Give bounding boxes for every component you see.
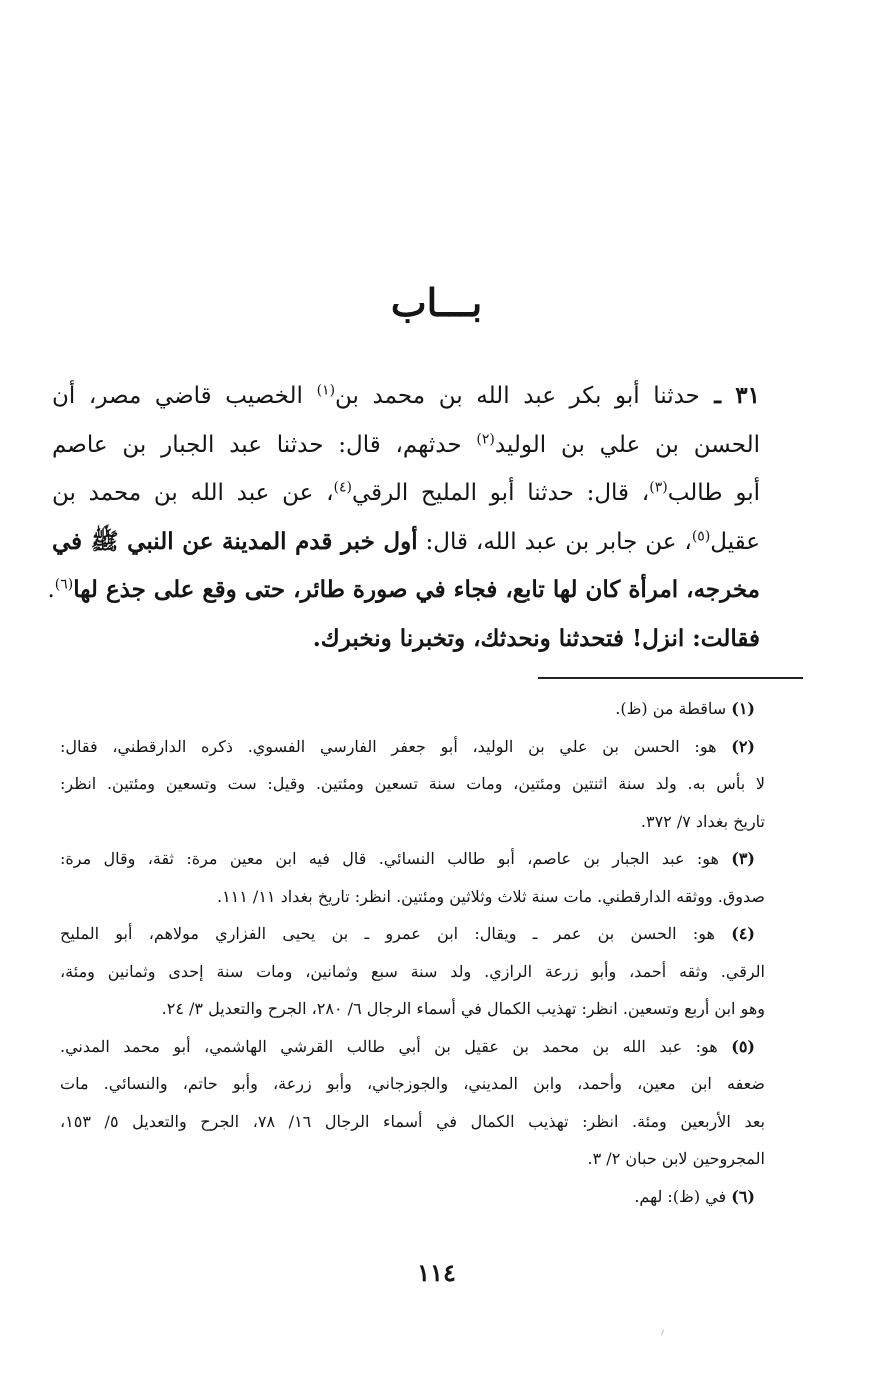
hadith-matn: أول خبر قدم المدينة عن النبي ﷺ في (52, 527, 418, 555)
footnote-text: ساقطة من (ظ). (615, 699, 727, 718)
footnote (60, 690, 765, 728)
footnote-text: هو: الحسن بن عمر ـ ويقال: ابن عمرو ـ بن يحيى الفزاري مولاهم، أبو المليح (60, 924, 715, 943)
footnote-text: تاريخ بغداد ٧/ ٣٧٢. (640, 811, 765, 831)
footnote-ref: (٤) (333, 479, 352, 496)
hadith-line (52, 372, 760, 421)
chapter-title: بـــاب (390, 280, 483, 325)
footnote-text: هو: عبد الله بن محمد بن عقيل بن أبي طالب القرشي الهاشمي، أبو محمد المدني. (60, 1036, 718, 1056)
scan-speck (661, 1329, 667, 1336)
footnote (60, 1178, 765, 1216)
hadith-isnad: ، عن جابر بن عبد الله، قال: (417, 528, 692, 555)
hadith-isnad: الحسن بن علي بن الوليد (494, 431, 760, 458)
hadith-line (52, 421, 760, 470)
hadith-isnad: الخصيب قاضي مصر، أن (52, 383, 317, 409)
hadith-line (47, 566, 760, 615)
footnote-text: في (ظ): لهم. (634, 1186, 727, 1206)
footnote-text: الرقي. وثقه أحمد، وأبو زرعة الرازي. ولد سنة سبع وثمانين، ومات سنة إحدى وثمانين ومئة، (60, 961, 765, 981)
footnote-label: (٦) (731, 1186, 755, 1206)
footnote-line (60, 1028, 765, 1066)
footnote-text: ضعفه ابن معين، وأحمد، وابن المديني، والجوزجاني، وأبو زرعة، وأبو حاتم، والنسائي. مات (60, 1074, 765, 1093)
footnote-label: (٥) (731, 1036, 755, 1056)
footnote-text: وهو ابن أربع وتسعين. انظر: تهذيب الكمال في أسماء الرجال ٦/ ٢٨٠، الجرح والتعديل ٣/ ٢٤. (161, 999, 765, 1018)
hadith-line (52, 615, 760, 664)
footnote-line (60, 1178, 765, 1216)
footnote-ref: (٣) (649, 479, 668, 496)
hadith-text (47, 372, 761, 663)
footnote-label: (٢) (731, 736, 755, 756)
hadith-matn: فقالت: انزل! فتحدثنا ونحدثك، وتخبرنا ونخبرك. (312, 624, 760, 652)
footnote-line (60, 840, 765, 878)
hadith-isnad: . (47, 577, 55, 603)
footnote-text: صدوق. ووثقه الدارقطني. مات سنة ثلاث وثلاثين ومئتين. انظر: تاريخ بغداد ١١/ ١١١. (216, 886, 765, 906)
hadith-matn: مخرجه، امرأة كان لها تابع، فجاء في صورة طائر، حتى وقع على جذع لها (73, 576, 760, 603)
footnote-text: هو: الحسن بن علي بن الوليد، أبو جعفر الفارسي الفسوي. ذكره الدارقطني، فقال: (60, 736, 717, 756)
hadith-isnad: حدثهم، قال: حدثنا عبد الجبار بن عاصم (52, 431, 477, 458)
footnote-text: لا بأس به. ولد سنة اثنتين ومئتين، ومات سنة تسعين ومئتين. وقيل: ست وتسعين ومئتين. انظر: (60, 774, 765, 793)
footnotes (60, 690, 765, 1215)
footnote (60, 1028, 765, 1178)
hadith-isnad: ، قال: حدثنا أبو المليح الرقي (351, 480, 650, 506)
footnote-line (60, 953, 765, 991)
footnote-line (60, 915, 765, 953)
footnote (60, 728, 765, 841)
footnote-line (60, 1140, 765, 1178)
footnote-line (60, 803, 765, 841)
footnote-ref: (١) (316, 382, 336, 399)
hadith-isnad: أبو طالب (667, 480, 761, 506)
footnote-label: (٤) (731, 924, 755, 943)
footnote-text: بعد الأربعين ومئة. انظر: تهذيب الكمال في أسماء الرجال ١٦/ ٧٨، الجرح والتعديل ٥/ ١٥٣، (60, 1111, 766, 1131)
footnote-ref: (٥) (691, 527, 711, 544)
footnote (60, 840, 765, 915)
hadith-isnad: ، عن عبد الله بن محمد بن (52, 480, 334, 506)
footnote-line (60, 1103, 765, 1141)
footnote-ref: (٦) (54, 576, 74, 593)
footnote-text: هو: عبد الجبار بن عاصم، أبو طالب النسائي. قال فيه ابن معين مرة: ثقة، وقال مرة: (60, 849, 719, 868)
footnote-divider (538, 677, 803, 679)
footnote-line (60, 765, 765, 803)
footnote-line (60, 728, 765, 766)
footnote-line (60, 1065, 765, 1103)
footnote (60, 915, 765, 1028)
hadith-isnad: عقيل (710, 528, 760, 555)
hadith-line (52, 469, 760, 518)
footnote-line (60, 878, 765, 916)
footnote-text: المجروحين لابن حبان ٢/ ٣. (587, 1149, 765, 1168)
hadith-number: ٣١ ـ (699, 382, 760, 409)
footnote-line (60, 990, 765, 1028)
hadith-line (52, 518, 760, 567)
page-number: ١١٤ (417, 1258, 456, 1287)
footnote-label: (٣) (731, 849, 755, 868)
hadith-isnad: حدثنا أبو بكر عبد الله بن محمد بن (335, 383, 700, 409)
footnote-ref: (٢) (476, 430, 495, 447)
footnote-line (60, 690, 765, 728)
footnote-label: (١) (731, 699, 755, 718)
